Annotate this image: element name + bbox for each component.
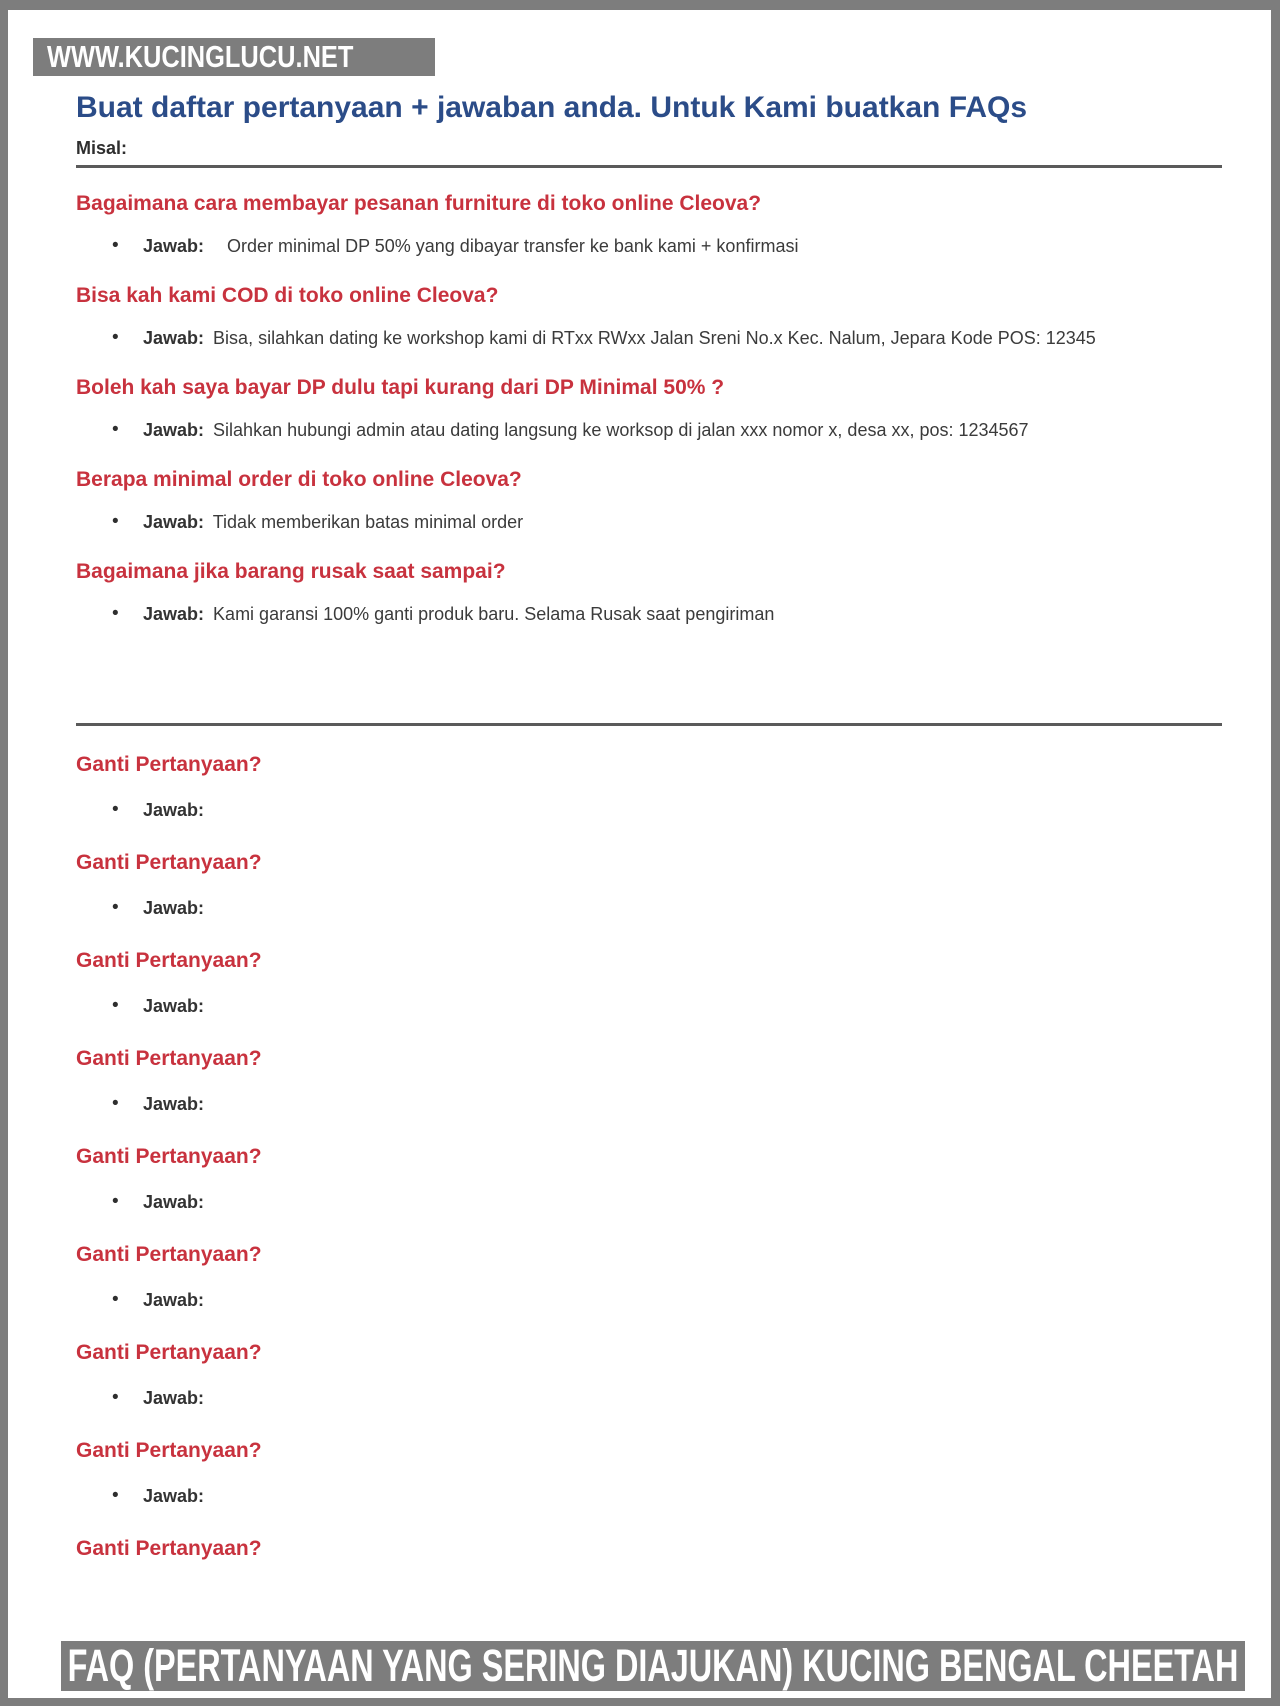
faq-question: Bagaimana jika barang rusak saat sampai? xyxy=(76,560,506,583)
answer-text: Tidak memberikan batas minimal order xyxy=(212,512,524,532)
faq-answer-row xyxy=(112,324,1120,352)
answer-label: Jawab: xyxy=(143,236,205,256)
answer-label: Jawab: xyxy=(143,996,205,1016)
placeholder-block xyxy=(76,1339,1222,1412)
answer-label: Jawab: xyxy=(143,1388,205,1408)
bullet-marker: • xyxy=(112,327,119,348)
bullet-marker: • xyxy=(112,1093,119,1114)
answer-text: Silahkan hubungi admin atau dating langsung ke worksop di jalan xxx nomor x, desa xx, pos: 1234567 xyxy=(213,420,1029,440)
faq-question: Berapa minimal order di toko online Cleova? xyxy=(76,468,522,491)
placeholder-block xyxy=(76,1241,1222,1314)
placeholder-list xyxy=(76,751,1222,1562)
answer-label: Jawab: xyxy=(143,1486,205,1506)
faq-question: Boleh kah saya bayar DP dulu tapi kurang dari DP Minimal 50% ? xyxy=(76,376,725,399)
faq-answer-row xyxy=(112,600,1120,628)
placeholder-question: Ganti Pertanyaan? xyxy=(76,1439,262,1462)
answer-text: Bisa, silahkan dating ke workshop kami di RTxx RWxx Jalan Sreni No.x Kec. Nalum, Jepara Kode POS: 12345 xyxy=(213,328,1096,348)
answer-text: Order minimal DP 50% yang dibayar transfer ke bank kami + konfirmasi xyxy=(227,236,799,256)
placeholder-question: Ganti Pertanyaan? xyxy=(76,753,262,776)
placeholder-answer-row xyxy=(112,894,1120,922)
faq-answer-row xyxy=(112,232,1120,260)
placeholder-block xyxy=(76,849,1222,922)
placeholder-block xyxy=(76,1535,1222,1562)
faq-block xyxy=(76,374,1222,444)
faq-block xyxy=(76,282,1222,352)
bullet-marker: • xyxy=(112,235,119,256)
placeholder-block xyxy=(76,1045,1222,1118)
placeholder-question: Ganti Pertanyaan? xyxy=(76,1047,262,1070)
placeholder-question: Ganti Pertanyaan? xyxy=(76,1243,262,1266)
placeholder-block xyxy=(76,1143,1222,1216)
bullet-marker: • xyxy=(112,995,119,1016)
faq-question: Bagaimana cara membayar pesanan furniture di toko online Cleova? xyxy=(76,192,762,215)
bullet-marker: • xyxy=(112,897,119,918)
placeholder-block xyxy=(76,1437,1222,1510)
placeholder-answer-row xyxy=(112,1286,1120,1314)
faq-block xyxy=(76,190,1222,260)
placeholder-question: Ganti Pertanyaan? xyxy=(76,1537,262,1560)
faq-list xyxy=(76,190,1222,628)
answer-label: Jawab: xyxy=(143,1192,205,1212)
bullet-marker: • xyxy=(112,419,119,440)
answer-label: Jawab: xyxy=(143,604,205,624)
watermark-badge xyxy=(33,38,435,76)
watermark-text: WWW.KUCINGLUCU.NET xyxy=(47,39,354,74)
content-area xyxy=(8,10,1271,1698)
placeholder-answer-row xyxy=(112,1482,1120,1510)
faq-block xyxy=(76,558,1222,628)
placeholder-block xyxy=(76,751,1222,824)
answer-label: Jawab: xyxy=(143,1094,205,1114)
bullet-marker: • xyxy=(112,511,119,532)
bullet-marker: • xyxy=(112,1485,119,1506)
faq-answer-row xyxy=(112,416,1120,444)
answer-label: Jawab: xyxy=(143,898,205,918)
footer-banner-text: FAQ (PERTANYAAN YANG SERING DIAJUKAN) KUCING BENGAL CHEETAH xyxy=(67,1641,1239,1691)
answer-label: Jawab: xyxy=(143,800,205,820)
section-divider-bottom xyxy=(76,723,1222,726)
placeholder-answer-row xyxy=(112,1188,1120,1216)
bullet-marker: • xyxy=(112,799,119,820)
section-divider-top xyxy=(76,165,1222,168)
answer-label: Jawab: xyxy=(143,512,205,532)
answer-label: Jawab: xyxy=(143,420,205,440)
placeholder-answer-row xyxy=(112,992,1120,1020)
answer-label: Jawab: xyxy=(143,328,205,348)
answer-text: Kami garansi 100% ganti produk baru. Selama Rusak saat pengiriman xyxy=(213,604,775,624)
bullet-marker: • xyxy=(112,1191,119,1212)
placeholder-question: Ganti Pertanyaan? xyxy=(76,1145,262,1168)
bullet-marker: • xyxy=(112,1387,119,1408)
placeholder-answer-row xyxy=(112,1384,1120,1412)
placeholder-answer-row xyxy=(112,1090,1120,1118)
faq-block xyxy=(76,466,1222,536)
bullet-marker: • xyxy=(112,603,119,624)
footer-banner xyxy=(61,1641,1245,1691)
bullet-marker: • xyxy=(112,1289,119,1310)
placeholder-question: Ganti Pertanyaan? xyxy=(76,1341,262,1364)
page-title: Buat daftar pertanyaan + jawaban anda. Untuk Kami buatkan FAQs xyxy=(76,91,1028,124)
document-body xyxy=(76,88,1222,1562)
faq-answer-row xyxy=(112,508,1120,536)
placeholder-block xyxy=(76,947,1222,1020)
placeholder-question: Ganti Pertanyaan? xyxy=(76,851,262,874)
faq-question: Bisa kah kami COD di toko online Cleova? xyxy=(76,284,499,307)
answer-label: Jawab: xyxy=(143,1290,205,1310)
placeholder-question: Ganti Pertanyaan? xyxy=(76,949,262,972)
placeholder-answer-row xyxy=(112,796,1120,824)
example-label: Misal: xyxy=(76,138,128,158)
